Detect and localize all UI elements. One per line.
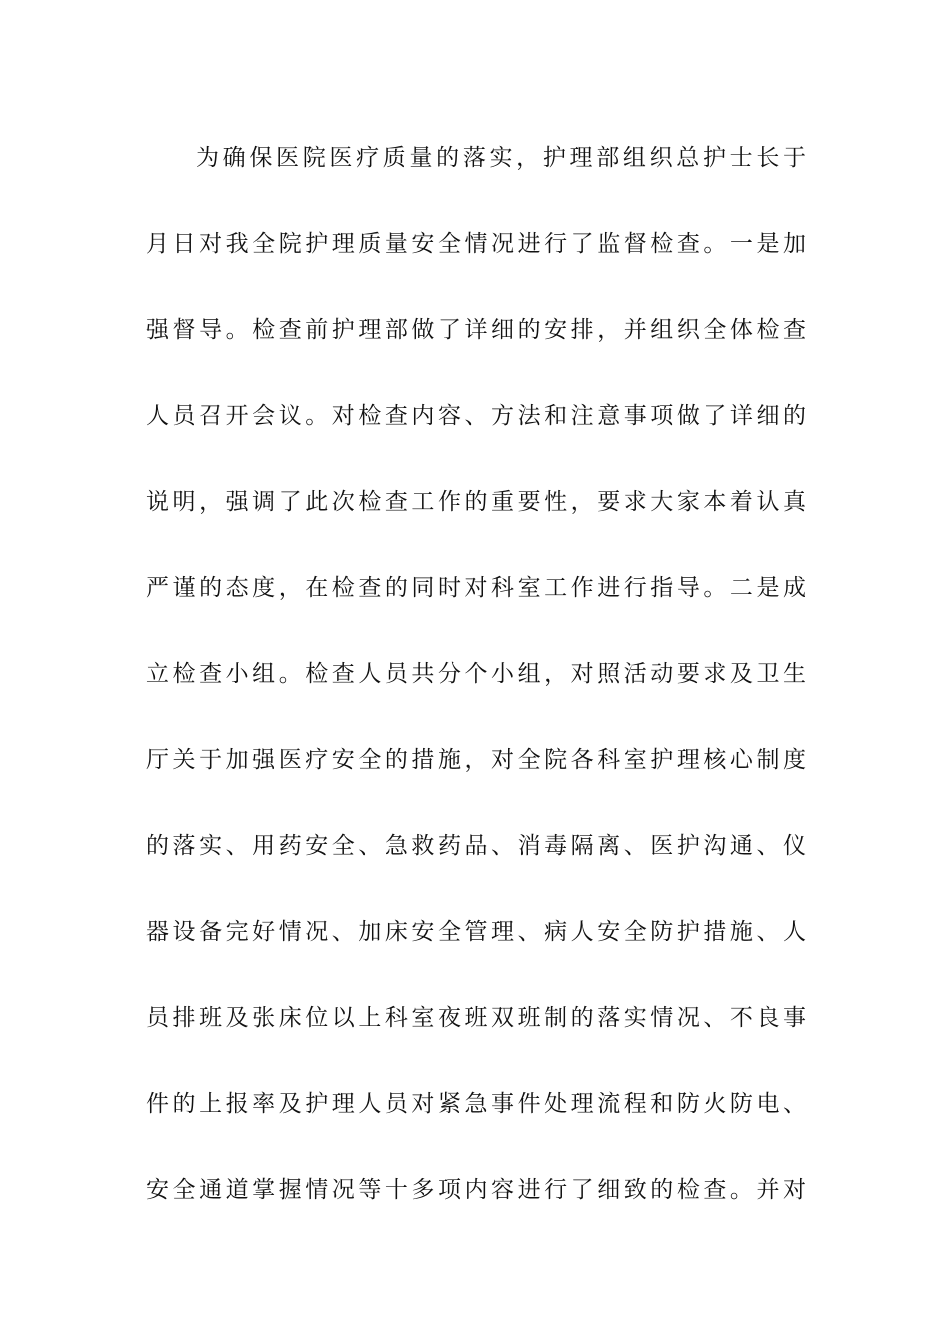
paragraph-line: 厅关于加强医疗安全的措施，对全院各科室护理核心制度 bbox=[146, 747, 806, 773]
paragraph-line: 月日对我全院护理质量安全情况进行了监督检查。一是加 bbox=[146, 231, 806, 257]
paragraph-line: 安全通道掌握情况等十多项内容进行了细致的检查。并对 bbox=[146, 1177, 806, 1203]
paragraph-line: 强督导。检查前护理部做了详细的安排，并组织全体检查 bbox=[146, 317, 806, 343]
paragraph-line: 的落实、用药安全、急救药品、消毒隔离、医护沟通、仪 bbox=[146, 833, 806, 859]
paragraph-line: 立检查小组。检查人员共分个小组，对照活动要求及卫生 bbox=[146, 661, 806, 687]
paragraph-line: 说明，强调了此次检查工作的重要性，要求大家本着认真 bbox=[146, 489, 806, 515]
paragraph-line: 人员召开会议。对检查内容、方法和注意事项做了详细的 bbox=[146, 403, 806, 429]
paragraph-line: 器设备完好情况、加床安全管理、病人安全防护措施、人 bbox=[146, 919, 806, 945]
paragraph-line: 员排班及张床位以上科室夜班双班制的落实情况、不良事 bbox=[146, 1005, 806, 1031]
paragraph-line: 严谨的态度，在检查的同时对科室工作进行指导。二是成 bbox=[146, 575, 806, 601]
paragraph-line: 为确保医院医疗质量的落实，护理部组织总护士长于 bbox=[196, 145, 806, 171]
paragraph-line: 件的上报率及护理人员对紧急事件处理流程和防火防电、 bbox=[146, 1091, 806, 1117]
